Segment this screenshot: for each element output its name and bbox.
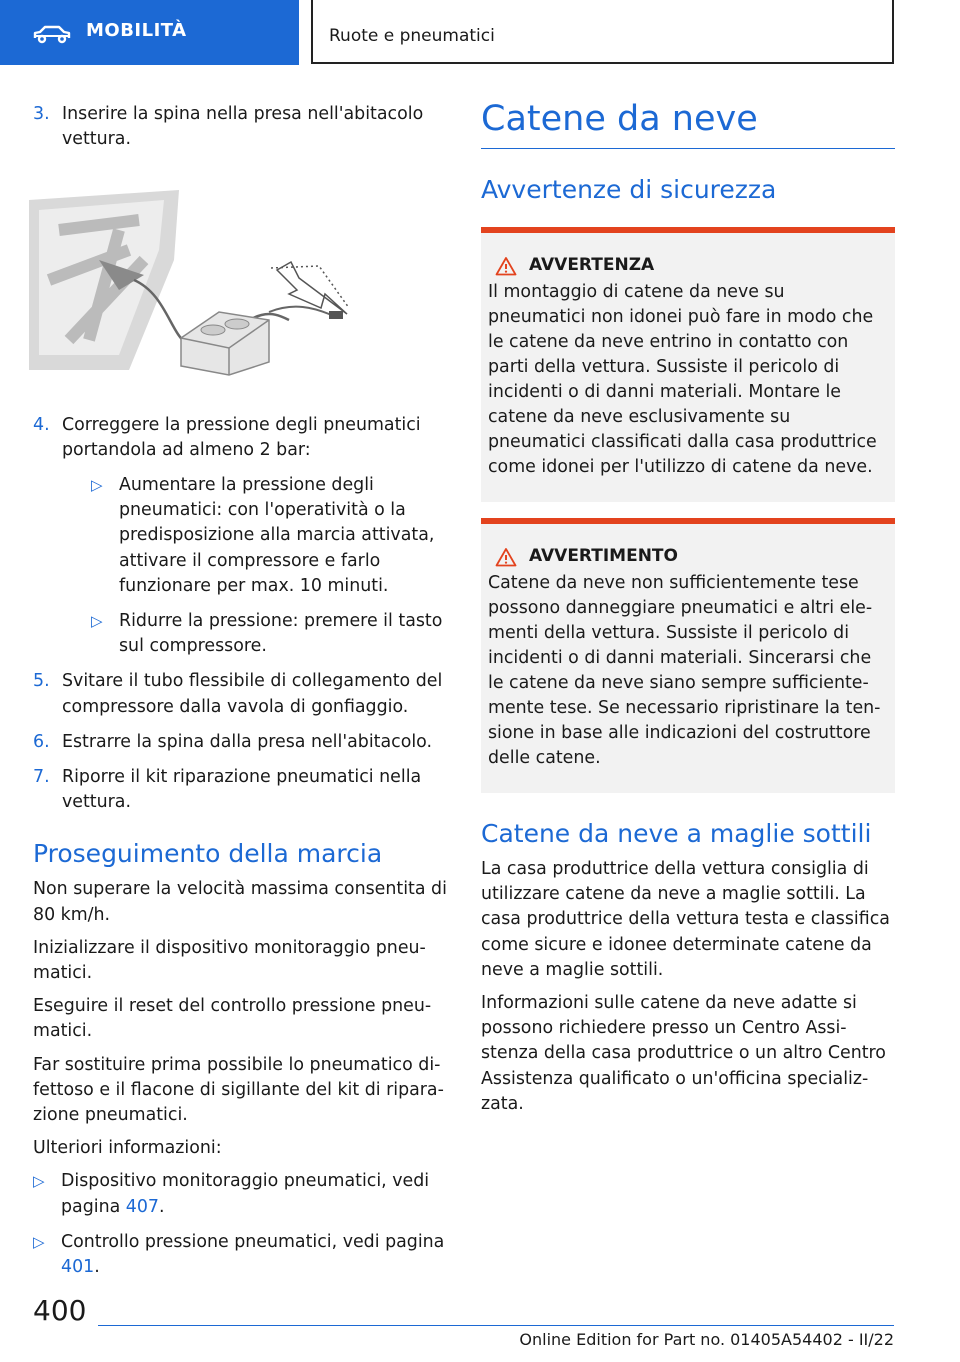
triangle-bullet-icon: ▷: [33, 1172, 45, 1191]
subsection-heading: Avvertenze di sicurezza: [481, 175, 777, 204]
paragraph: Eseguire il reset del controllo pressione pneumatici.: [33, 996, 432, 1042]
caution-text: Catene da neve non sufficientemente tese possono danneggiare pneumatici e altri elementi della vettura. Sussiste il pericolo di incidenti o di danni materiali. Sincerarsi che le catene da neve siano sempre sufficientemente tese. Se necessario ripristinare la tensione in base alle indicazioni del costruttore delle catene.: [488, 573, 881, 768]
step-number: 5.: [33, 671, 50, 692]
page-number: 400: [33, 1294, 87, 1327]
topic-header: [311, 0, 894, 64]
step-number: 6.: [33, 731, 50, 752]
triangle-bullet-icon: ▷: [33, 1232, 45, 1251]
step-7: [33, 765, 447, 815]
caution-label: AVVERTIMENTO: [529, 546, 678, 566]
step-number: 4.: [33, 414, 50, 435]
paragraph: La casa produttrice della vettura consiglia di utilizzare catene da neve a maglie sottili. La casa produttrice della vettura testa e classifica come sicure e idonee determinate catene da neve a maglie sottili.: [481, 859, 890, 980]
paragraph: Ulteriori informazioni:: [33, 1138, 222, 1159]
compressor-illustration: [29, 190, 449, 380]
warning-box: [481, 227, 895, 502]
step-4: [33, 413, 447, 660]
warning-label: AVVERTENZA: [529, 255, 655, 275]
topic-title: Ruote e pneumatici: [329, 26, 495, 46]
paragraph: Far sostituire prima possibile lo pneumatico difettoso e il flacone di sigillante del kit di riparazione pneumatici.: [33, 1054, 444, 1126]
left-column: [33, 102, 447, 1290]
bullet-item: ▷ Aumentare la pressione degli pneumatici: con l'operatività o la predisposizione alla marcia attivata, attivare il compressore e farlo funzionare per max. 10 minuti.: [91, 475, 435, 596]
triangle-bullet-icon: ▷: [91, 476, 103, 495]
step-text: Correggere la pressione degli pneumatici portandola ad almeno 2 bar:: [62, 414, 421, 460]
reference-item: ▷ Controllo pressione pneumatici, vedi pagina 401.: [33, 1231, 445, 1278]
edition-text: Online Edition for Part no. 01405A54402 - II/22: [519, 1330, 894, 1349]
right-column: [481, 96, 895, 1125]
bullet-item: ▷ Ridurre la pressione: premere il tasto sul compressore.: [91, 611, 443, 657]
paragraph: Inizializzare il dispositivo monitoraggio pneumatici.: [33, 937, 426, 984]
warning-icon: [495, 547, 517, 567]
step-3: [33, 102, 447, 152]
reference-item: ▷ Dispositivo monitoraggio pneumatici, vedi pagina 407.: [33, 1171, 430, 1217]
step-text: Inserire la spina nella presa nell'abitacolo vettura.: [62, 104, 424, 150]
warning-icon: [495, 256, 517, 276]
step-number: 7.: [33, 767, 50, 788]
paragraph: Non superare la velocità massima consentita di 80 km/h.: [33, 879, 447, 925]
step-text: Riporre il kit riparazione pneumatici nella vettura.: [62, 767, 422, 813]
page-link-407[interactable]: 407: [125, 1196, 159, 1217]
section-tab[interactable]: [0, 0, 299, 65]
paragraph: Informazioni sulle catene da neve adatte si possono richiedere presso un Centro Assistenza della casa produttrice o un altro Centro Assistenza qualificato o un'officina specializzata.: [481, 993, 886, 1114]
step-text: Estrarre la spina dalla presa nell'abitacolo.: [62, 731, 433, 752]
triangle-bullet-icon: ▷: [91, 612, 103, 631]
footer-rule: [98, 1325, 894, 1326]
car-icon: [32, 24, 72, 44]
step-5: [33, 669, 447, 719]
section-heading: Proseguimento della marcia: [33, 839, 383, 869]
page-link-401[interactable]: 401: [61, 1257, 95, 1278]
section-heading: Catene da neve a maglie sottili: [481, 819, 872, 848]
page-title: Catene da neve: [481, 99, 758, 139]
warning-text: Il montaggio di catene da neve su pneumatici non idonei può fare in modo che le catene da neve entrino in contatto con parti della vettura. Sussiste il pericolo di incidenti o di danni materiali. Montare le catene da neve esclusivamente su pneumatici classificati dalla casa produttrice come idonei per l'utilizzo di catene da neve.: [488, 282, 877, 477]
section-title: MOBILITÀ: [86, 20, 187, 41]
step-6: [33, 730, 447, 755]
step-text: Svitare il tubo flessibile di collegamento del compressore dalla vavola di gonfiaggio.: [62, 671, 443, 717]
step-number: 3.: [33, 104, 50, 124]
caution-box: [481, 518, 895, 793]
